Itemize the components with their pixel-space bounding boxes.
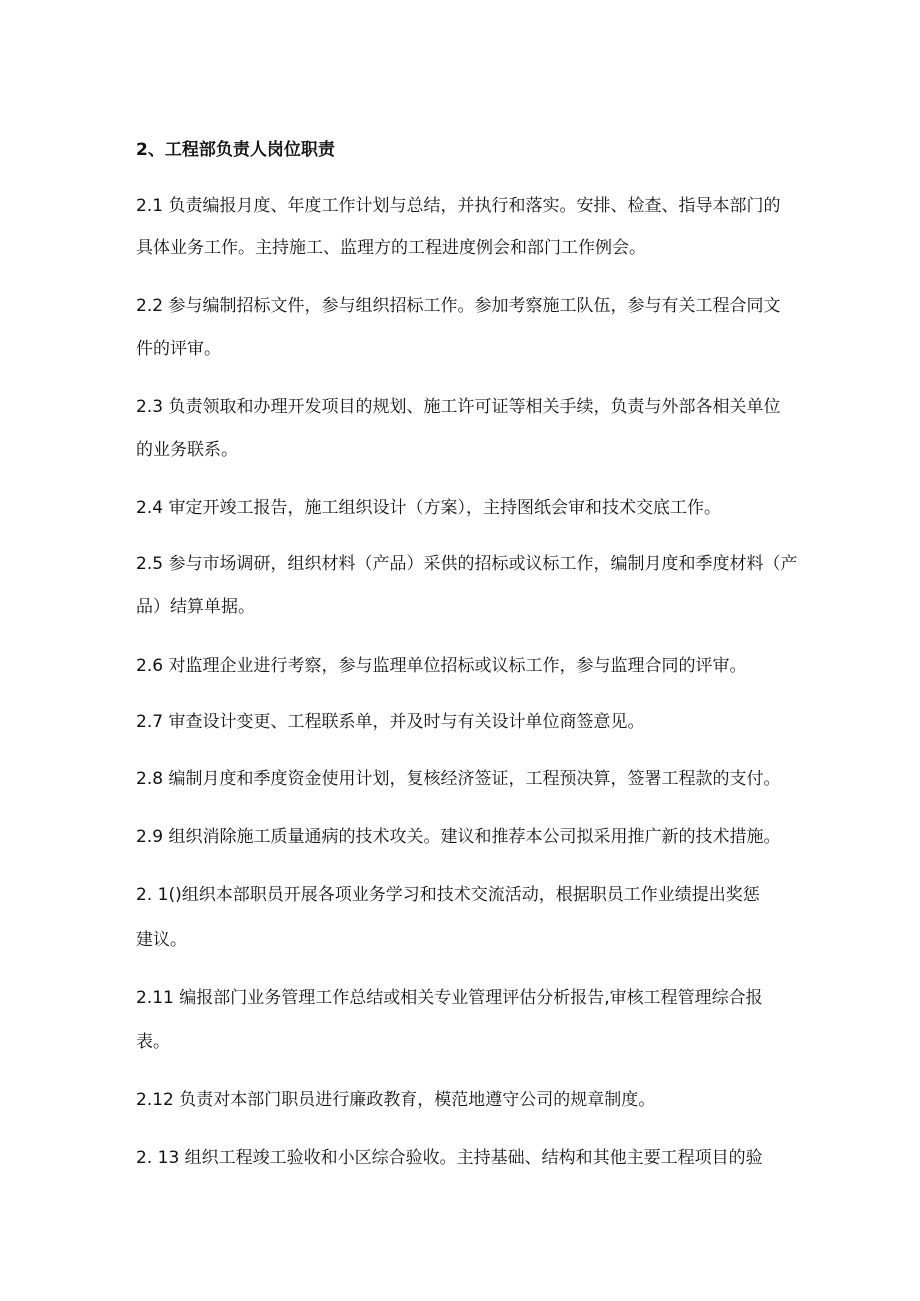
paragraph-line: 的业务联系。 [136,440,238,460]
paragraph-line: 表。 [136,1032,170,1052]
paragraph-line: 2.7 审查设计变更、工程联系单，并及时与有关设计单位商签意见。 [136,712,645,732]
paragraph-line: 2.12 负责对本部门职员进行廉政教育，模范地遵守公司的规章制度。 [136,1090,656,1110]
paragraph-line: 2.1 负责编报月度、年度工作计划与总结，并执行和落实。安排、检查、指导本部门的 [136,196,781,216]
paragraph-line: 2. 13 组织工程竣工验收和小区综合验收。主持基础、结构和其他主要工程项目的验 [136,1148,763,1168]
paragraph-line: 2.5 参与市场调研，组织材料（产品）采供的招标或议标工作，编制月度和季度材料（产 [136,554,798,574]
paragraph-line: 具体业务工作。主持施工、监理方的工程进度例会和部门工作例会。 [136,238,646,258]
paragraph-line: 2. 1()组织本部职员开展各项业务学习和技术交流活动，根据职员工作业绩提出奖惩 [136,885,760,905]
paragraph-line: 件的评审。 [136,339,221,359]
paragraph-line: 2.4 审定开竣工报告，施工组织设计（方案），主持图纸会审和技术交底工作。 [136,498,721,518]
paragraph-line: 建议。 [136,930,187,950]
paragraph-line: 2.8 编制月度和季度资金使用计划，复核经济签证，工程预决算，签署工程款的支付。 [136,769,781,789]
paragraph-line: 2.9 组织消除施工质量通病的技术攻关。建议和推荐本公司拟采用推广新的技术措施。 [136,827,781,847]
paragraph-line: 2.2 参与编制招标文件，参与组织招标工作。参加考察施工队伍，参与有关工程合同文 [136,296,781,316]
paragraph-line: 2.3 负责领取和办理开发项目的规划、施工许可证等相关手续，负责与外部各相关单位 [136,397,781,417]
paragraph-line: 2.6 对监理企业进行考察，参与监理单位招标或议标工作，参与监理合同的评审。 [136,656,747,676]
paragraph-line: 品）结算单据。 [136,597,255,617]
paragraph-line: 2.11 编报部门业务管理工作总结或相关专业管理评估分析报告,审核工程管理综合报 [136,988,763,1008]
section-heading: 2、工程部负责人岗位职责 [136,140,335,160]
